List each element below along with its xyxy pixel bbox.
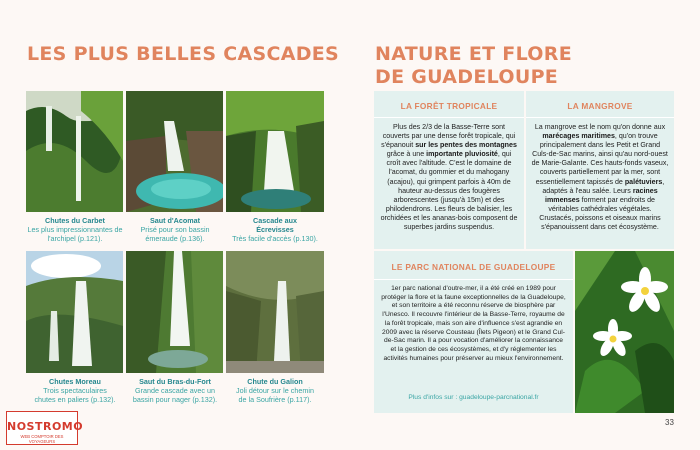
caption-text: Très facile d'accès (p.130). [232, 234, 318, 244]
caption-chutes-du-carbet [26, 216, 124, 244]
caption-saut-du-bras-du-fort [126, 377, 224, 405]
caption-title: Chutes du Carbet [45, 216, 105, 225]
photo-chutes-moreau [26, 251, 123, 373]
caption-text: Les plus impressionnantes de l'archipel (p.121). [27, 225, 123, 244]
caption-title: Saut du Bras-du-Fort [139, 377, 211, 386]
caption-title: Saut d'Acomat [149, 216, 201, 225]
caption-title: Chute du Galion [247, 377, 303, 386]
left-page-title: LES PLUS BELLES CASCADES [27, 43, 340, 65]
caption-text: Grande cascade avec un bassin pour nager (p.132). [132, 386, 218, 405]
box-title: LA FORÊT TROPICALE [400, 101, 498, 111]
caption-title: Chutes Moreau [49, 377, 101, 386]
logo-tagline: WEB COMPTOIR DES VOYAGEURS [20, 434, 64, 444]
caption-saut-d-acomat [126, 216, 224, 244]
box-title: LA MANGROVE [567, 101, 633, 111]
parc-national-box [374, 251, 573, 413]
box-text: La mangrove est le nom qu'on donne aux marécages maritimes, qu'on trouve principalement dans les Petit et Grand Culs-de-Sac marins, ainsi qu'au nord-ouest de Marie-Galante. Ces hauts-fonds vaseux, couverts partiellement par la mer, sont essentiellement tapissés de palétuviers, adaptés à l'eau salée. Leurs racines immenses forment par endroits de véritables cathédrales végétales. Crustacés, poissons et oiseaux marins s'épanouissent dans cet écosystème. [531, 123, 669, 232]
caption-text: Joli détour sur le chemin de la Soufrière (p.117). [236, 386, 314, 405]
caption-title: Cascade aux Écrevisses [253, 216, 297, 235]
right-page-title: NATURE ET FLORE DE GUADELOUPE [375, 43, 572, 88]
photo-chute-du-galion [226, 251, 324, 373]
caption-chutes-moreau [26, 377, 124, 405]
photo-cascade-aux-ecrevisses [226, 91, 324, 212]
mangrove-box [526, 91, 674, 249]
caption-chute-du-galion [226, 377, 324, 405]
box-text: 1er parc national d'outre-mer, il a été créé en 1989 pour protéger la flore et la faune exceptionnelles de la Guadeloupe, et son territoire a été reconnu réserve de biosphère par l'Unesco. Il recouvre l'intérieur de la Basse-Terre, royaume de la forêt tropicale, mais son aire d'influence s'est agrandie en 2009 avec la réserve Cousteau (Îlets Pigeon) et le Grand Cul-de-Sac marin. Il a pour vocation d'améliorer la connaissance et la gestion de ces écosystèmes, et d'y réglementer les activités humaines pour préserver au mieux l'environnement. [381, 285, 566, 362]
photo-frangipanier-flowers [575, 251, 674, 413]
page-number: 33 [665, 418, 674, 427]
logo-name: NOSTROMO [7, 420, 84, 433]
caption-text: Prisé pour son bassin émeraude (p.136). [140, 225, 210, 244]
caption-text: Trois spectaculaires chutes en paliers (p.132). [34, 386, 116, 405]
photo-saut-d-acomat [126, 91, 223, 212]
parc-link[interactable]: Plus d'infos sur : guadeloupe-parcnational.fr [408, 394, 539, 401]
photo-saut-du-bras-du-fort [126, 251, 223, 373]
box-title: LE PARC NATIONAL DE GUADELOUPE [391, 262, 556, 272]
caption-cascade-aux-ecrevisses [226, 216, 324, 244]
nostromo-logo [6, 411, 84, 445]
photo-chutes-du-carbet [26, 91, 123, 212]
foret-tropicale-box [374, 91, 524, 249]
box-text: Plus des 2/3 de la Basse-Terre sont couverts par une dense forêt tropicale, qui s'épanouit sur les pentes des montagnes grâce à une importante pluviosité, qui croît avec l'altitude. C'est le domaine de l'acomat, du gommier et du mahogany (acajou), qui grimpent parfois à 40m de hauteur au-dessus des fougères arborescentes (jusqu'à 15m) et des philodendrons. Les fleurs de balisier, les orchidées et les ananas-bois composent de superbes jardins suspendus. [380, 123, 518, 232]
